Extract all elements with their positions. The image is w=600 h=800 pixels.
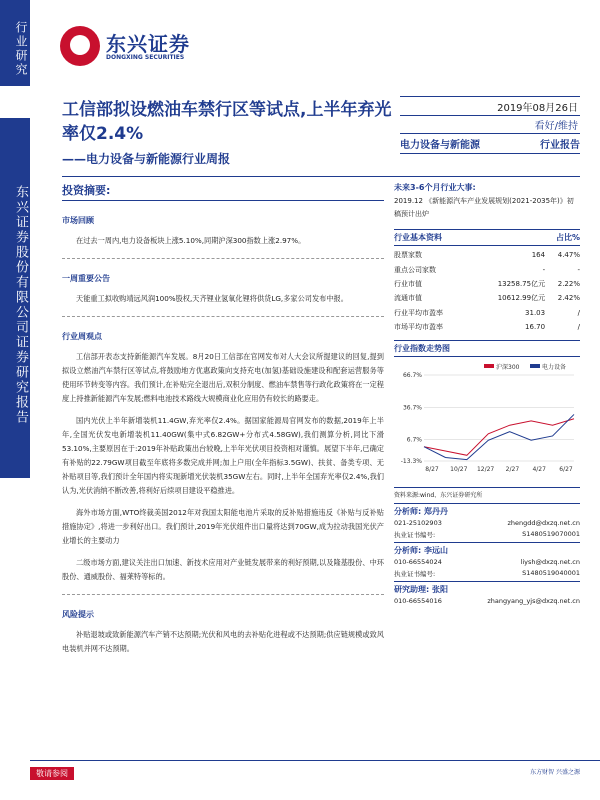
future-item: 2019.12 《新能源汽车产业发展规划(2021-2035年)》初稿预计出炉 xyxy=(394,197,574,218)
side-tag: 行业研究 xyxy=(0,0,30,86)
footer-notice: 敬请参阅 xyxy=(30,767,74,780)
analyst-contact xyxy=(394,556,580,567)
section-paragraph: 工信部开表态支持新能源汽车发展。8月20日工信部在官网发布对人大会议所提建议的回复,提到拟设立燃油汽车禁行区等试点,将鼓励地方优惠政策向支持充电(加氢)基础设施建设和配套运营服务等使用环节转变等内容。我们预计,在补贴完全退出后,双积分制度、燃油车禁售等行政化政策将在一定程度上持推新能源汽车发展;燃料电池技术路线大规模商业化应用仍有较长的路要走。 xyxy=(62,352,384,403)
analyst-contact xyxy=(394,517,580,528)
analyst-phone: 010-66554024 xyxy=(394,557,442,566)
stats-pct-header: 占比% xyxy=(555,233,580,242)
report-title: 工信部拟设燃油车禁行区等试点,上半年弃光率仅2.4% xyxy=(62,100,392,144)
stats-label: 流通市值 xyxy=(394,294,422,303)
section-paragraph: 补贴退坡或致新能源汽车产销不达预期;光伏和风电的去补贴化进程或不达预期;供应链规模或致风电装机并网不达预期。 xyxy=(62,630,384,653)
section-divider xyxy=(62,316,384,317)
section-paragraph: 二级市场方面,建议关注出口加速、新技术应用对产业链发展带来的利好预期,以及隆基股份、中环股份、通威股份、福莱特等标的。 xyxy=(62,558,384,581)
stats-label: 股票家数 xyxy=(394,251,422,260)
chart-legend-swatch xyxy=(530,364,540,368)
chart-series-line xyxy=(424,419,574,456)
stats-value: 10612.99亿元 xyxy=(497,294,546,303)
analyst-phone: 010-66554016 xyxy=(394,596,442,605)
analyst-name: 分析师: 郑丹丹 xyxy=(394,503,580,517)
company-logo xyxy=(60,26,230,70)
header-divider xyxy=(62,176,580,177)
section-paragraph: 国内光伏上半年新增装机11.4GW,弃光率仅2.4%。据国家能源局官网发布的数据,2019年上半年,全国光伏发电新增装机11.40GW(集中式6.82GW+分布式4.58GW),我们测算分析,同比下滑53.10%,主要原因在于:2019年补贴政策出台较晚,上半年光伏项目投资相对谨慎。展望下半年,已确定有补贴的22.79GW项目截至年底将多数完成并网;加上户用(全年指标3.5GW)、扶贫、备类专项、无补贴项目等,我们预计全年国内将实现新增光伏装机35GW左右。同时,上半年全国弃光率仅2.4%,我们认为,光伏消纳不断改善,将利好后续项目建设平稳推进。 xyxy=(62,416,384,495)
analyst-cert-no: S1480519070001 xyxy=(522,529,580,538)
section-paragraph: 天能重工拟收购靖远风润100%股权,天齐锂业氢氧化锂将供货LG,多家公司发布中报。 xyxy=(76,294,348,303)
stats-value: 16.70 xyxy=(525,323,546,332)
footer xyxy=(30,760,600,778)
chart-xtick-label: 8/27 xyxy=(425,466,439,474)
report-type: 行业报告 xyxy=(540,140,580,151)
stats-row xyxy=(394,248,580,262)
chart-ytick-label: 66.7% xyxy=(402,372,422,380)
stats-value: 164 xyxy=(531,251,546,260)
stats-heading xyxy=(394,229,580,246)
analyst-cert-label: 执业证书编号: xyxy=(394,530,436,539)
stats-table xyxy=(394,248,580,334)
stats-pct: 2.22% xyxy=(557,279,580,288)
analyst-email: zhangyang_yjs@dxzq.net.cn xyxy=(487,596,580,605)
section-heading: 市场回顾 xyxy=(62,216,94,225)
section-paragraph: 海外市场方面,WTO终裁美国2012年对我国太阳能电池片采取的反补贴措施违反《补贴与反补贴措施协定》,将进一步利好出口。我们预计,2019年光伏组件出口量将达到70GW,成为拉动我国光伏产业增长的主要动力 xyxy=(62,508,384,545)
analyst-name: 分析师: 李远山 xyxy=(394,542,580,556)
chart-xtick-label: 2/27 xyxy=(505,466,520,474)
section-heading: 一周重要公告 xyxy=(62,274,110,283)
chart-xtick-label: 10/27 xyxy=(450,466,468,474)
stats-label: 行业平均市盈率 xyxy=(394,308,443,317)
analyst-list xyxy=(394,503,580,606)
analyst-cert-label: 执业证书编号: xyxy=(394,569,436,578)
analyst-name: 研究助理: 张阳 xyxy=(394,581,580,595)
abstract-heading: 投资摘要: xyxy=(62,182,384,201)
report-industry: 电力设备与新能源 xyxy=(400,140,480,151)
footer-slogan: 东方财智 兴盛之源 xyxy=(530,769,580,776)
stats-label: 行业市值 xyxy=(394,279,422,288)
stats-value: 31.03 xyxy=(525,308,546,317)
left-column xyxy=(62,182,384,656)
chart-ytick-label: -13.3% xyxy=(400,458,422,466)
analyst-contact xyxy=(394,595,580,606)
analyst-phone: 021-25102903 xyxy=(394,518,442,527)
stats-pct: / xyxy=(577,308,580,317)
chart-legend-swatch xyxy=(484,364,494,368)
chart-legend-label: 沪深300 xyxy=(496,364,520,372)
side-company: 东兴证券股份有限公司证券研究报告 xyxy=(0,118,30,478)
section-divider xyxy=(62,594,384,595)
stats-pct: / xyxy=(577,323,580,332)
right-column xyxy=(394,182,580,606)
section-paragraph: 在过去一周内,电力设备板块上涨5.10%,同期沪深300指数上涨2.97%。 xyxy=(76,236,306,245)
abstract-sections xyxy=(62,215,384,656)
stats-pct: - xyxy=(577,265,580,274)
stats-row xyxy=(394,320,580,334)
trend-title: 行业指数走势图 xyxy=(394,344,450,354)
chart-svg xyxy=(394,361,580,485)
chart-ytick-label: 36.7% xyxy=(402,404,422,412)
stats-value: 13258.75亿元 xyxy=(497,279,546,288)
stats-pct: 4.47% xyxy=(557,251,580,260)
analyst-cert xyxy=(394,528,580,540)
chart-xtick-label: 4/27 xyxy=(532,466,546,474)
stats-label: 重点公司家数 xyxy=(394,265,436,274)
chart-series-line xyxy=(424,415,574,460)
stats-value: - xyxy=(542,265,546,274)
stats-row xyxy=(394,306,580,320)
future-list xyxy=(394,195,580,221)
chart-source: 资料来源:wind、东兴证券研究所 xyxy=(394,487,580,499)
chart-xtick-label: 6/27 xyxy=(559,466,573,474)
trend-heading xyxy=(394,340,580,357)
report-subtitle: ——电力设备与新能源行业周报 xyxy=(62,152,231,166)
section-heading: 风险提示 xyxy=(62,610,94,619)
stats-row xyxy=(394,262,580,276)
stats-row xyxy=(394,277,580,291)
report-rating: 看好/维持 xyxy=(400,115,580,133)
analyst-email: liysh@dxzq.net.cn xyxy=(520,557,580,566)
chart-ytick-label: 6.7% xyxy=(406,436,422,444)
logo-mark-icon xyxy=(60,26,100,66)
analyst-cert-no: S1480519040001 xyxy=(522,568,580,577)
section-heading: 行业周观点 xyxy=(62,332,102,341)
index-trend-chart xyxy=(394,361,580,485)
logo-name: 东兴证券 xyxy=(106,32,190,56)
analyst-cert xyxy=(394,567,580,579)
stats-title: 行业基本资料 xyxy=(394,233,442,242)
future-heading: 未来3-6个月行业大事: xyxy=(394,183,476,192)
chart-xtick-label: 12/27 xyxy=(476,466,495,474)
stats-pct: 2.42% xyxy=(557,294,580,303)
stats-row xyxy=(394,291,580,305)
analyst-email: zhengdd@dxzq.net.cn xyxy=(507,518,580,527)
report-date: 2019年08月26日 xyxy=(497,103,578,114)
logo-ename: DONGXING SECURITIES xyxy=(106,54,185,61)
report-meta xyxy=(400,96,580,154)
chart-legend-label: 电力设备 xyxy=(542,364,567,372)
section-divider xyxy=(62,258,384,259)
stats-label: 市场平均市盈率 xyxy=(394,323,443,332)
